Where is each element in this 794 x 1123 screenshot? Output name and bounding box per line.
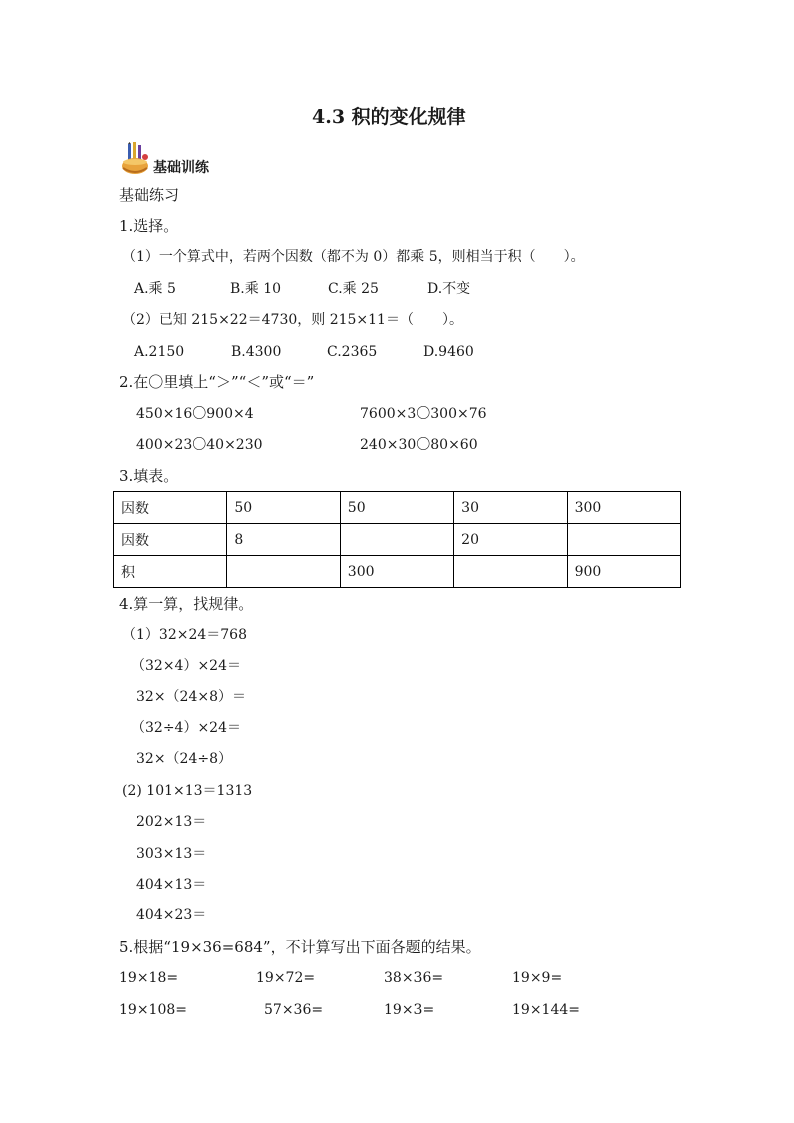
q1-p2-option-d: D.9460 bbox=[423, 344, 474, 360]
table-cell: 50 bbox=[227, 492, 340, 524]
q4-p2-item-4: 404×23＝ bbox=[136, 907, 207, 923]
q1-p1-option-c: C.乘 25 bbox=[328, 281, 379, 297]
table-cell: 8 bbox=[227, 524, 340, 556]
page-title: 4.3 积的变化规律 bbox=[312, 106, 466, 128]
q1-heading: 1.选择。 bbox=[119, 217, 179, 235]
q5-row2-item-1: 19×108= bbox=[119, 1002, 187, 1018]
q5-row2-item-2: 57×36= bbox=[264, 1002, 324, 1018]
table-cell: 积 bbox=[114, 556, 227, 588]
q1-p2-stem: （2）已知 215×22＝4730，则 215×11＝（ ）。 bbox=[122, 312, 463, 328]
q1-p1-option-a: A.乘 5 bbox=[134, 281, 176, 297]
section-header: 基础训练 bbox=[153, 160, 209, 176]
q4-p1-item-3: （32÷4）×24＝ bbox=[131, 720, 241, 736]
q5-row1-item-1: 19×18= bbox=[119, 970, 179, 986]
q4-p1-head: （1）32×24＝768 bbox=[122, 627, 247, 643]
q5-row1-item-2: 19×72= bbox=[256, 970, 316, 986]
table-cell: 300 bbox=[567, 492, 680, 524]
q4-p2-item-1: 202×13＝ bbox=[136, 814, 207, 830]
table-cell bbox=[454, 556, 567, 588]
table-cell bbox=[567, 524, 680, 556]
q4-p2-head: (2) 101×13＝1313 bbox=[122, 783, 253, 799]
table-cell: 因数 bbox=[114, 492, 227, 524]
table-row bbox=[114, 492, 681, 524]
table-cell: 20 bbox=[454, 524, 567, 556]
table-cell: 因数 bbox=[114, 524, 227, 556]
fill-table bbox=[113, 491, 681, 588]
table-row bbox=[114, 556, 681, 588]
q2-heading: 2.在〇里填上“＞”“＜”或“＝” bbox=[119, 373, 315, 391]
q1-p1-option-b: B.乘 10 bbox=[230, 281, 282, 297]
q3-heading: 3.填表。 bbox=[119, 467, 179, 485]
q2-item-4: 240×30〇80×60 bbox=[360, 437, 478, 453]
q5-row2-item-4: 19×144= bbox=[512, 1002, 580, 1018]
q5-row2-item-3: 19×3= bbox=[384, 1002, 435, 1018]
q4-p2-item-3: 404×13＝ bbox=[136, 877, 207, 893]
q5-row1-item-4: 19×9= bbox=[512, 970, 563, 986]
table-cell: 30 bbox=[454, 492, 567, 524]
q4-p1-item-1: （32×4）×24＝ bbox=[131, 658, 241, 674]
q4-p1-item-4: 32×（24÷8） bbox=[136, 751, 232, 767]
q4-p2-item-2: 303×13＝ bbox=[136, 846, 207, 862]
q1-p2-option-c: C.2365 bbox=[327, 344, 378, 360]
q5-row1-item-3: 38×36= bbox=[384, 970, 444, 986]
table-row bbox=[114, 524, 681, 556]
q1-p2-option-a: A.2150 bbox=[134, 344, 185, 360]
q2-item-3: 400×23〇40×230 bbox=[136, 437, 263, 453]
q2-item-1: 450×16〇900×4 bbox=[136, 406, 254, 422]
table-cell: 300 bbox=[340, 556, 453, 588]
q5-heading: 5.根据“19×36=684”，不计算写出下面各题的结果。 bbox=[119, 938, 481, 956]
table-cell bbox=[340, 524, 453, 556]
q1-p1-option-d: D.不变 bbox=[427, 281, 471, 297]
q4-heading: 4.算一算，找规律。 bbox=[119, 595, 254, 613]
subsection-title: 基础练习 bbox=[119, 186, 180, 204]
q4-p1-item-2: 32×（24×8）＝ bbox=[136, 689, 246, 705]
q1-p2-option-b: B.4300 bbox=[231, 344, 282, 360]
table-cell: 50 bbox=[340, 492, 453, 524]
table-cell: 900 bbox=[567, 556, 680, 588]
table-cell bbox=[227, 556, 340, 588]
q1-p1-stem: （1）一个算式中，若两个因数（都不为 0）都乘 5，则相当于积（ ）。 bbox=[122, 249, 585, 265]
pencil-cup-icon bbox=[118, 142, 152, 176]
q2-item-2: 7600×3〇300×76 bbox=[360, 406, 487, 422]
